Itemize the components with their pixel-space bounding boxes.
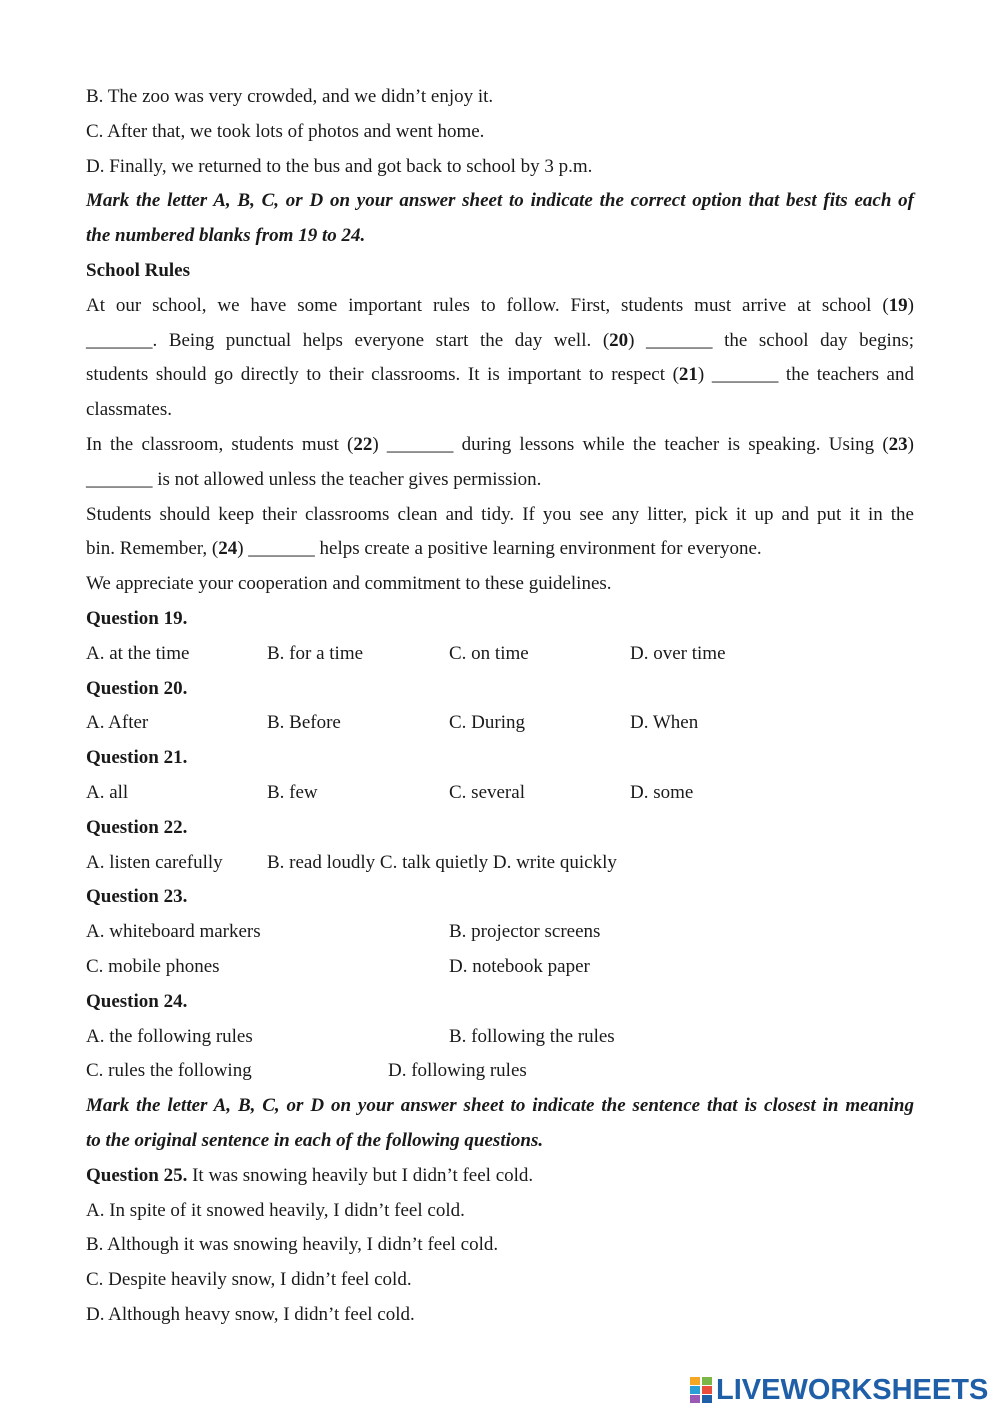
option-a[interactable]: A. whiteboard markers: [86, 921, 261, 943]
option-b[interactable]: B. Although it was snowing heavily, I didn’t feel cold.: [86, 1234, 499, 1256]
instruction-cloze-line2: the numbered blanks from 19 to 24.: [86, 225, 366, 247]
option-b[interactable]: B. Before: [267, 712, 341, 734]
option-b[interactable]: B. few: [267, 781, 318, 803]
question-label: Question 24.: [86, 990, 188, 1012]
question-label: Question 19.: [86, 607, 188, 629]
option-c[interactable]: C. on time: [449, 642, 529, 664]
liveworksheets-logo-text: LIVEWORKSHEETS: [716, 1373, 989, 1406]
passage-line: _______. Being punctual helps everyone start the day well. (20) _______ the school day begins;: [86, 329, 914, 351]
option-d[interactable]: D. following rules: [388, 1060, 527, 1082]
question-25-stem: Question 25. It was snowing heavily but I didn’t feel cold.: [86, 1164, 534, 1186]
prev-option-b: B. The zoo was very crowded, and we didn’t enjoy it.: [86, 86, 494, 107]
blank-number-22: 22: [353, 433, 373, 455]
option-c[interactable]: C. mobile phones: [86, 955, 220, 977]
passage-line: Students should keep their classrooms clean and tidy. If you see any litter, pick it up and put it in the: [86, 503, 914, 525]
option-a[interactable]: A. all: [86, 781, 129, 803]
option-c[interactable]: C. During: [449, 712, 525, 734]
option-d[interactable]: D. Although heavy snow, I didn’t feel cold.: [86, 1303, 415, 1325]
passage-line: In the classroom, students must (22) _______ during lessons while the teacher is speaking. Using (23): [86, 433, 914, 455]
passage-line: We appreciate your cooperation and commitment to these guidelines.: [86, 573, 612, 595]
blank-19: _______: [86, 329, 153, 351]
option-a[interactable]: A. In spite of it snowed heavily, I didn’t feel cold.: [86, 1199, 465, 1221]
option-d[interactable]: D. notebook paper: [449, 955, 590, 977]
question-options: [86, 637, 914, 672]
option-d[interactable]: D. some: [630, 781, 694, 803]
passage-title: School Rules: [86, 259, 190, 281]
option-a[interactable]: A. listen carefully: [86, 851, 223, 873]
blank-number-20: 20: [609, 329, 629, 351]
passage-line: _______ is not allowed unless the teacher gives permission.: [86, 468, 542, 490]
option-c[interactable]: C. rules the following: [86, 1060, 252, 1082]
question-label: Question 21.: [86, 747, 188, 769]
option-b[interactable]: B. projector screens: [449, 921, 601, 943]
question-label: Question 25.: [86, 1164, 188, 1186]
blank-24: _______: [248, 538, 315, 560]
blank-number-19: 19: [888, 294, 908, 316]
instruction-cloze-line1: Mark the letter A, B, C, or D on your answer sheet to indicate the correct option that best fits each of: [86, 190, 914, 212]
passage-line: bin. Remember, (24) _______ helps create a positive learning environment for everyone.: [86, 538, 762, 560]
option-d[interactable]: D. over time: [630, 642, 726, 664]
instruction-meaning-line1: Mark the letter A, B, C, or D on your answer sheet to indicate the sentence that is closest in meaning: [86, 1095, 914, 1117]
passage-line: students should go directly to their classrooms. It is important to respect (21) _______ the teachers and: [86, 364, 914, 386]
option-d[interactable]: D. When: [630, 712, 699, 734]
blank-21: _______: [711, 364, 779, 386]
instruction-meaning-line2: to the original sentence in each of the following questions.: [86, 1129, 544, 1151]
question-options: [86, 1054, 914, 1089]
option-a[interactable]: A. the following rules: [86, 1025, 253, 1047]
option-c[interactable]: C. several: [449, 781, 525, 803]
liveworksheets-logo-icon: [690, 1377, 712, 1403]
question-label: Question 22.: [86, 816, 188, 838]
question-options: [86, 915, 914, 950]
question-options: [86, 950, 914, 985]
passage-line: At our school, we have some important rules to follow. First, students must arrive at school (19): [86, 294, 914, 316]
blank-number-24: 24: [218, 538, 238, 560]
question-options: [86, 706, 914, 741]
prev-option-d: D. Finally, we returned to the bus and got back to school by 3 p.m.: [86, 155, 593, 177]
passage-line: classmates.: [86, 399, 173, 421]
blank-number-23: 23: [888, 433, 908, 455]
question-label: Question 23.: [86, 886, 188, 908]
blank-22: _______: [386, 433, 454, 455]
question-options: [86, 776, 914, 811]
option-b[interactable]: B. following the rules: [449, 1025, 615, 1047]
blank-number-21: 21: [678, 364, 698, 386]
question-label: Question 20.: [86, 677, 188, 699]
question-options: [86, 846, 914, 881]
liveworksheets-logo[interactable]: [690, 1374, 988, 1406]
option-a[interactable]: A. After: [86, 712, 149, 734]
options-b-c-d[interactable]: B. read loudly C. talk quietly D. write quickly: [267, 851, 617, 873]
worksheet-page: [86, 80, 914, 1333]
question-options: [86, 1020, 914, 1055]
blank-20: _______: [646, 329, 713, 351]
prev-option-c: C. After that, we took lots of photos and went home.: [86, 120, 485, 142]
option-c[interactable]: C. Despite heavily snow, I didn’t feel cold.: [86, 1269, 412, 1291]
option-b[interactable]: B. for a time: [267, 642, 364, 664]
option-a[interactable]: A. at the time: [86, 642, 190, 664]
blank-23: _______: [86, 468, 153, 490]
